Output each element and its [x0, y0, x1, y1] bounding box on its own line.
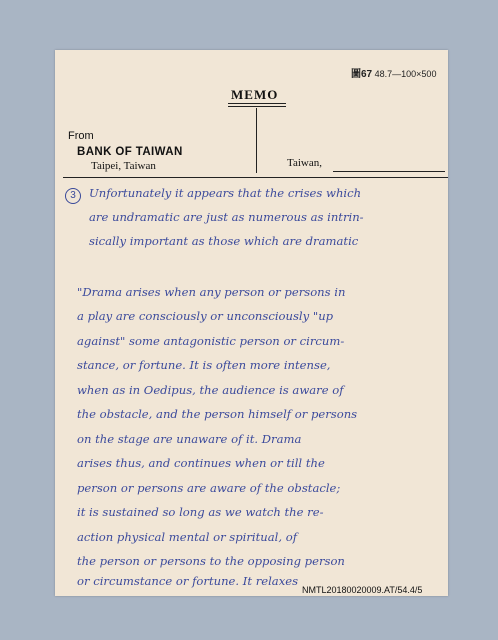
- archive-stamp: NMTL20180020009.AT/54.4/5: [302, 585, 423, 595]
- handwritten-line: sically important as those which are dramatic: [89, 234, 359, 248]
- memo-title: MEMO: [231, 87, 279, 102]
- header-separator: [63, 177, 448, 178]
- handwritten-line: are undramatic are just as numerous as intrin-: [89, 210, 364, 224]
- from-label: From: [68, 130, 94, 142]
- handwritten-line: action physical mental or spiritual, of: [77, 530, 298, 544]
- handwritten-line: stance, or fortune. It is often more intense,: [77, 358, 331, 372]
- memo-sheet: [55, 50, 448, 596]
- handwritten-line: against" some antagonistic person or circum-: [77, 334, 345, 348]
- handwritten-line: it is sustained so long as we watch the re-: [77, 505, 324, 519]
- handwritten-line: a play are consciously or unconsciously "up: [77, 309, 334, 323]
- handwritten-line: when as in Oedipus, the audience is aware of: [77, 383, 344, 397]
- handwritten-line: "Drama arises when any person or persons in: [77, 285, 346, 299]
- form-spec: 48.7—100×500: [374, 69, 437, 79]
- bank-name: BANK OF TAIWAN: [77, 146, 183, 158]
- handwritten-line: on the stage are unaware of it. Drama: [77, 432, 302, 446]
- title-underline: [228, 103, 286, 104]
- header-divider: [256, 108, 257, 173]
- section-number: 3: [65, 188, 81, 204]
- form-number: [351, 65, 436, 80]
- handwritten-line: the obstacle, and the person himself or persons: [77, 407, 358, 421]
- handwritten-line: arises thus, and continues when or till the: [77, 456, 325, 470]
- form-code: 圖67: [351, 69, 373, 80]
- handwritten-line: person or persons are aware of the obstacle;: [77, 481, 341, 495]
- handwritten-line: the person or persons to the opposing person: [77, 554, 345, 568]
- title-underline-second: [228, 106, 286, 107]
- bank-city: Taipei, Taiwan: [91, 160, 156, 172]
- date-location-label: Taiwan,: [287, 157, 322, 169]
- date-line: [333, 171, 445, 172]
- handwritten-line: Unfortunately it appears that the crises which: [89, 186, 362, 200]
- handwritten-line: or circumstance or fortune. It relaxes: [77, 574, 299, 588]
